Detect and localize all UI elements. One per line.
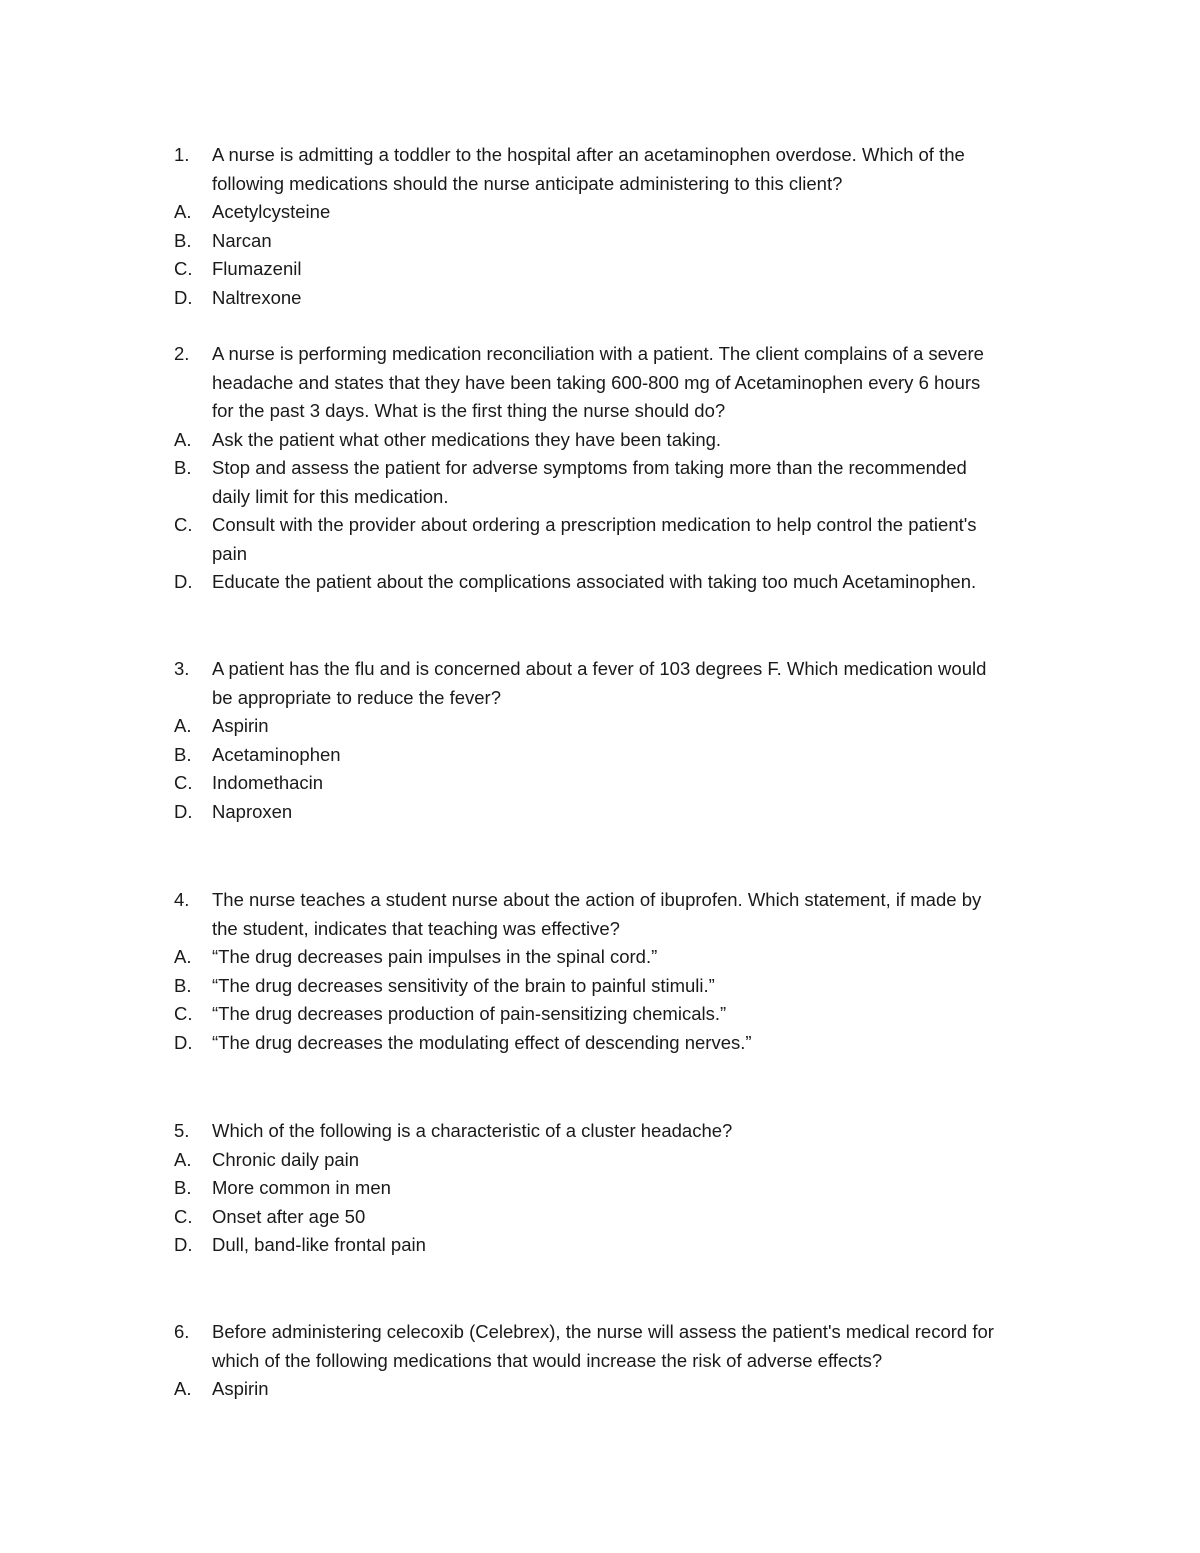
answer-option <box>0 1029 1200 1058</box>
option-text: daily limit for this medication. <box>212 485 449 507</box>
question-number: 5. <box>174 1120 190 1141</box>
question-1 <box>0 141 1200 312</box>
option-letter: C. <box>174 1003 193 1024</box>
question-2 <box>0 340 1200 597</box>
answer-option <box>0 426 1200 455</box>
answer-option <box>0 1375 1200 1404</box>
question-stem-line: for the past 3 days. What is the first thing the nurse should do? <box>212 400 726 421</box>
answer-option <box>0 568 1200 597</box>
option-text: Naltrexone <box>212 286 302 308</box>
answer-option <box>0 712 1200 741</box>
answer-option <box>0 1203 1200 1232</box>
option-letter: C. <box>174 514 193 535</box>
option-letter: B. <box>174 743 192 765</box>
question-number: 1. <box>174 144 190 165</box>
question-3 <box>0 655 1200 826</box>
option-text: Chronic daily pain <box>212 1148 360 1170</box>
question-stem-line: Before administering celecoxib (Celebrex), the nurse will assess the patient's medical record for <box>212 1321 994 1342</box>
option-letter: D. <box>174 800 193 822</box>
question-stem-line: be appropriate to reduce the fever? <box>212 686 501 708</box>
option-letter: C. <box>174 258 193 279</box>
option-letter: A. <box>174 1148 192 1170</box>
option-text: Aspirin <box>212 1378 269 1399</box>
option-text: Consult with the provider about ordering a prescription medication to help control the patient's <box>212 514 977 535</box>
answer-option <box>0 1231 1200 1260</box>
option-text: Dull, band-like frontal pain <box>212 1234 426 1255</box>
option-letter: A. <box>174 715 192 736</box>
option-letter: B. <box>174 457 192 478</box>
option-letter: C. <box>174 1205 193 1227</box>
option-text: “The drug decreases sensitivity of the brain to painful stimuli.” <box>212 974 715 996</box>
option-letter: A. <box>174 428 192 450</box>
answer-option <box>0 741 1200 770</box>
answer-option <box>0 511 1200 540</box>
option-text: Acetaminophen <box>212 743 341 765</box>
option-letter: A. <box>174 1378 192 1399</box>
option-letter: C. <box>174 772 193 793</box>
option-text: Onset after age 50 <box>212 1205 366 1227</box>
option-text: Acetylcysteine <box>212 201 331 222</box>
answer-option <box>0 227 1200 256</box>
question-number: 3. <box>174 658 190 679</box>
answer-option <box>0 943 1200 972</box>
answer-option <box>0 255 1200 284</box>
option-text: “The drug decreases production of pain-sensitizing chemicals.” <box>212 1003 727 1024</box>
option-text: Indomethacin <box>212 772 324 793</box>
option-letter: B. <box>174 1177 192 1198</box>
option-text: Educate the patient about the complications associated with taking too much Acetaminophen. <box>212 571 977 592</box>
option-letter: D. <box>174 1031 193 1053</box>
question-stem-line: which of the following medications that would increase the risk of adverse effects? <box>212 1349 883 1371</box>
question-stem-line: headache and states that they have been taking 600-800 mg of Acetaminophen every 6 hours <box>212 371 981 393</box>
option-text: Stop and assess the patient for adverse symptoms from taking more than the recommended <box>212 457 967 478</box>
option-text: “The drug decreases pain impulses in the spinal cord.” <box>212 946 658 967</box>
question-number: 6. <box>174 1321 190 1342</box>
option-letter: D. <box>174 286 193 308</box>
option-text: Aspirin <box>212 715 269 736</box>
option-letter: A. <box>174 201 192 222</box>
answer-option <box>0 798 1200 827</box>
answer-option <box>0 454 1200 483</box>
option-letter: D. <box>174 571 193 592</box>
question-stem-line: The nurse teaches a student nurse about the action of ibuprofen. Which statement, if made by <box>212 889 982 910</box>
question-6 <box>0 1318 1200 1404</box>
question-5 <box>0 1117 1200 1260</box>
option-letter: B. <box>174 229 192 251</box>
question-number: 4. <box>174 889 190 910</box>
question-stem-line: A nurse is admitting a toddler to the hospital after an acetaminophen overdose. Which of the <box>212 144 965 165</box>
answer-option <box>0 1174 1200 1203</box>
answer-option <box>0 1000 1200 1029</box>
answer-option <box>0 198 1200 227</box>
question-number: 2. <box>174 343 190 364</box>
option-text: Narcan <box>212 229 272 251</box>
option-letter: D. <box>174 1234 193 1255</box>
question-stem-line: A nurse is performing medication reconciliation with a patient. The client complains of a severe <box>212 343 984 364</box>
option-text: Flumazenil <box>212 258 302 279</box>
option-text: Ask the patient what other medications they have been taking. <box>212 428 722 450</box>
answer-option <box>0 284 1200 313</box>
option-letter: A. <box>174 946 192 967</box>
option-letter: B. <box>174 974 192 996</box>
option-text: More common in men <box>212 1177 391 1198</box>
answer-option <box>0 769 1200 798</box>
question-stem-line: A patient has the flu and is concerned about a fever of 103 degrees F. Which medication would <box>212 658 987 679</box>
question-4 <box>0 886 1200 1057</box>
question-stem-line: following medications should the nurse anticipate administering to this client? <box>212 172 843 194</box>
option-text: pain <box>212 542 247 564</box>
option-text: Naproxen <box>212 800 293 822</box>
option-text: “The drug decreases the modulating effect of descending nerves.” <box>212 1031 752 1053</box>
answer-option <box>0 972 1200 1001</box>
question-stem-line: the student, indicates that teaching was effective? <box>212 917 620 939</box>
question-stem-line: Which of the following is a characteristic of a cluster headache? <box>212 1120 733 1141</box>
answer-option <box>0 1146 1200 1175</box>
